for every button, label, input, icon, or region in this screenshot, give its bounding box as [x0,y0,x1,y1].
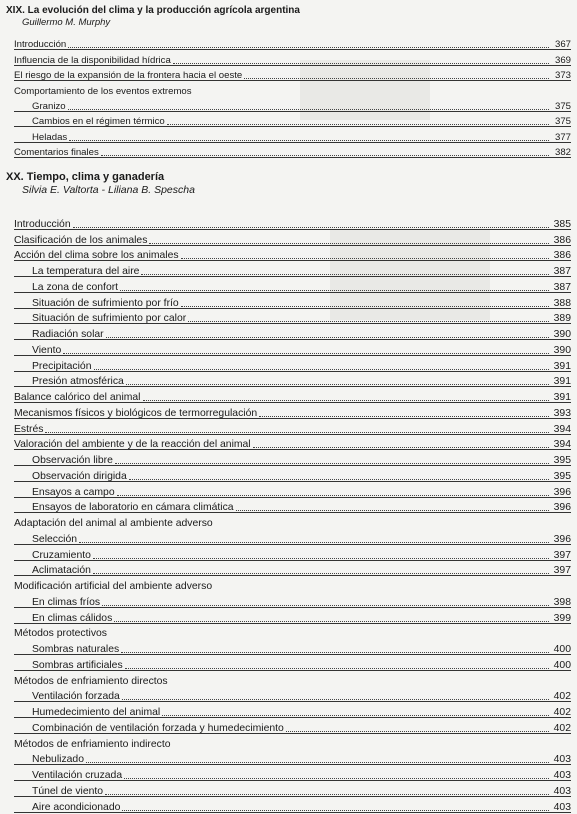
toc-subentry [14,310,571,326]
toc-subentry [14,262,571,278]
toc-page-number: 396 [553,533,571,545]
dot-leader [120,282,549,294]
dot-leader [79,534,549,546]
toc-page-number: 386 [553,234,571,246]
toc-entry-label: Aclimatación [32,565,91,577]
toc-subentry [14,530,571,546]
toc-entry-label: La temperatura del aire [32,266,140,277]
toc-entry [14,625,571,641]
dot-leader [69,132,549,144]
chapter-title: XX. Tiempo, clima y ganadería [6,171,165,183]
toc-entry-label: El riesgo de la expansión de la frontera hacia el oeste [14,70,243,82]
toc-entry [14,231,571,247]
toc-entry-label: Presión atmosférica [32,376,124,388]
dot-leader [173,55,549,67]
toc-page-number: 390 [553,329,571,340]
dot-leader [101,147,549,159]
toc-list [14,36,571,159]
toc-entry-label: Combinación de ventilación forzada y humedecimiento [32,722,284,734]
toc-entry-label: Cambios en el régimen térmico [32,116,165,128]
chapter-title: XIX. La evolución del clima y la producción agrícola argentina [6,5,300,16]
dot-leader [105,786,549,798]
toc-entry [14,36,571,51]
toc-entry [14,404,571,420]
dot-leader [259,408,549,420]
toc-entry [14,51,571,66]
toc-entry [14,735,571,751]
dot-leader [126,376,549,388]
toc-page-number: 395 [553,455,571,466]
toc-page-number: 391 [553,392,571,403]
toc-entry [14,672,571,688]
toc-entry [14,388,571,404]
toc-entry-label: Influencia de la disponibilidad hídrica [14,54,171,66]
dot-leader [143,392,550,404]
dot-leader [68,39,549,51]
dot-leader [93,550,549,562]
dot-leader [149,235,549,247]
dot-leader [129,471,549,483]
dot-leader [236,502,549,514]
toc-subentry [14,278,571,294]
toc-page-number: 394 [553,423,571,435]
dot-leader [94,361,550,373]
toc-entry-label: Granizo [32,100,66,112]
toc-page-number: 403 [553,801,571,813]
toc-entry [14,247,571,263]
toc-page-number: 398 [553,596,571,608]
toc-subentry [14,593,571,609]
toc-entry-label: Túnel de viento [32,785,104,797]
dot-leader [73,219,549,231]
dot-leader [244,70,549,82]
toc-subentry [14,483,571,499]
toc-entry-label: Balance calórico del animal [14,392,141,403]
dot-leader [86,754,549,766]
toc-entry-label: Ensayos de laboratorio en cámara climática [32,502,234,514]
dot-leader [115,455,549,467]
toc-subentry [14,98,571,113]
chapter-authors: Guillermo M. Murphy [22,17,111,28]
dot-leader [125,660,549,672]
toc-entry-label: Valoración del ambiente y de la reacción del animal [14,439,251,451]
dot-leader [141,266,549,278]
toc-entry-label: Ventilación cruzada [32,770,123,781]
dot-leader [124,770,549,782]
dot-leader [63,345,549,357]
toc-page-number: 382 [554,147,571,159]
toc-entry [14,577,571,593]
toc-subentry [14,499,571,515]
toc-subentry [14,688,571,704]
toc-entry-label: Radiación solar [32,329,104,340]
toc-subentry [14,562,571,578]
toc-entry-label: Estrés [14,423,44,435]
dot-leader [106,329,549,341]
toc-entry-label: Introducción [14,218,71,230]
toc-entry-label: Sombras artificiales [32,659,123,671]
toc-subentry [14,546,571,562]
toc-page-number: 400 [553,644,571,655]
toc-entry-label: Observación libre [32,455,113,466]
toc-page-number: 375 [554,100,571,112]
toc-page-number: 403 [553,754,571,766]
toc-entry-label: Viento [32,344,62,356]
dot-leader [188,313,549,325]
toc-entry-label: Aire acondicionado [32,801,121,813]
dot-leader [114,613,549,625]
toc-entry-label: Cruzamiento [32,549,91,561]
toc-page-number: 390 [553,344,571,356]
toc-subentry [14,357,571,373]
toc-entry-label: Acción del clima sobre los animales [14,250,179,262]
toc-page-number: 397 [553,565,571,577]
toc-subentry [14,451,571,467]
toc-page-number: 375 [554,116,571,128]
toc-subentry [14,798,571,814]
toc-entry-label: Sombras naturales [32,644,120,655]
toc-page-number: 403 [553,785,571,797]
toc-page-number: 387 [553,266,571,277]
toc-entry-label: Humedecimiento del animal [32,707,161,718]
toc-subentry [14,341,571,357]
dot-leader [68,101,549,113]
toc-subentry [14,766,571,782]
toc-page-number: 402 [553,691,571,703]
dot-leader [45,424,549,436]
toc-page-number: 367 [554,39,571,51]
dot-leader [122,691,549,703]
dot-leader [253,439,549,451]
dot-leader [286,723,549,735]
dot-leader [181,250,549,262]
toc-entry-label: En climas cálidos [32,612,113,624]
toc-entry-label: En climas fríos [32,596,101,608]
toc-entry-label: Ventilación forzada [32,691,120,703]
toc-entry [14,67,571,82]
toc-subentry [14,373,571,389]
toc-entry-label: Situación de sufrimiento por calor [32,313,187,325]
toc-entry-label: Comentarios finales [14,147,99,159]
dot-leader [122,802,549,814]
toc-entry-label: Heladas [32,131,68,143]
toc-page-number: 388 [553,297,571,309]
toc-entry [14,436,571,452]
toc-page-number: 396 [553,502,571,514]
toc-subentry [14,719,571,735]
toc-entry-label: Métodos de enfriamiento indirecto [14,738,171,750]
toc-page-number: 399 [553,612,571,624]
toc-page-number: 387 [553,281,571,293]
toc-subentry [14,703,571,719]
dot-leader [93,565,549,577]
toc-entry [14,144,571,159]
toc-entry-label: Ensayos a campo [32,486,115,498]
toc-page-number: 386 [553,250,571,262]
toc-page-number: 397 [553,549,571,561]
toc-page-number: 395 [553,470,571,482]
toc-page-number: 389 [553,313,571,325]
chapter-heading [6,170,195,197]
toc-entry-label: Métodos protectivos [14,628,107,640]
toc-entry-label: Nebulizado [32,754,84,766]
toc-entry [14,514,571,530]
toc-page-number: 373 [554,70,571,82]
toc-page-number: 402 [553,707,571,718]
toc-entry [14,82,571,97]
toc-entry [14,215,571,231]
toc-subentry [14,325,571,341]
toc-page-number: 391 [553,360,571,372]
toc-page-number: 385 [553,218,571,230]
toc-entry-label: Observación dirigida [32,470,127,482]
toc-page-number: 369 [554,54,571,66]
toc-subentry [14,128,571,143]
toc-entry-label: Modificación artificial del ambiente adverso [14,581,213,592]
toc-entry-label: Mecanismos físicos y biológicos de termorregulación [14,407,258,419]
toc-entry-label: Precipitación [32,360,92,372]
toc-entry-label: Comportamiento de los eventos extremos [14,85,192,97]
toc-entry-label: Situación de sufrimiento por frío [32,297,179,309]
toc-entry-label: La zona de confort [32,281,119,293]
toc-subentry [14,113,571,128]
toc-entry-label: Selección [32,533,78,545]
toc-page-number: 394 [553,439,571,451]
toc-page-number: 400 [553,659,571,671]
toc-page-number: 402 [553,722,571,734]
dot-leader [181,298,549,310]
toc-page-number: 396 [553,486,571,498]
dot-leader [121,644,549,656]
toc-entry-label: Clasificación de los animales [14,234,148,246]
toc-subentry [14,782,571,798]
toc-page-number: 393 [553,407,571,419]
dot-leader [167,116,549,128]
toc-entry-label: Métodos de enfriamiento directos [14,675,168,687]
toc-page-number: 403 [553,770,571,781]
toc-list [14,215,571,814]
toc-page-number: 377 [554,131,571,143]
toc-entry-label: Adaptación del animal al ambiente adverso [14,518,213,529]
toc-subentry [14,294,571,310]
toc-subentry [14,656,571,672]
toc-entry [14,420,571,436]
toc-subentry [14,467,571,483]
chapter-authors: Silvia E. Valtorta - Liliana B. Spescha [22,184,195,196]
toc-entry-label: Introducción [14,39,67,51]
dot-leader [102,597,549,609]
chapter-heading [6,4,300,29]
dot-leader [117,487,549,499]
toc-subentry [14,640,571,656]
toc-subentry [14,609,571,625]
toc-subentry [14,751,571,767]
toc-page-number: 391 [553,376,571,388]
dot-leader [162,707,549,719]
